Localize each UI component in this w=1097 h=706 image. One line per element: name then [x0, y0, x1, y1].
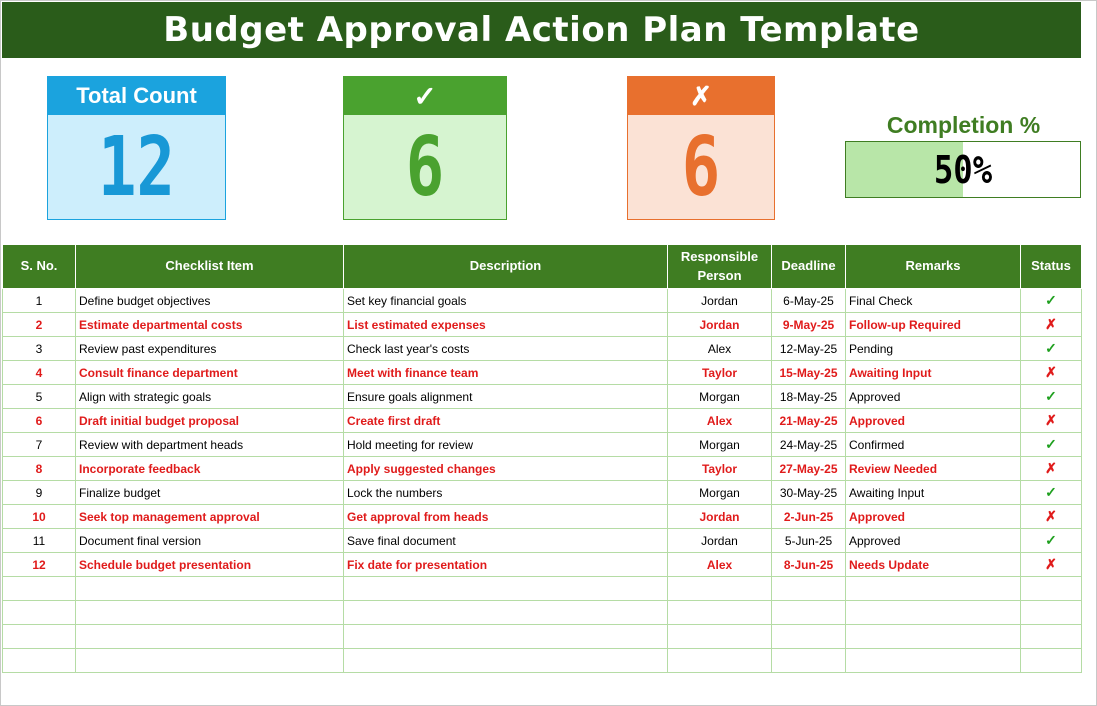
cell-sno[interactable]: 5 — [3, 385, 76, 409]
status-check-icon[interactable]: ✓ — [1021, 385, 1082, 409]
cell-description[interactable]: Hold meeting for review — [344, 433, 668, 457]
status-check-icon[interactable]: ✓ — [1021, 289, 1082, 313]
empty-cell[interactable] — [1021, 577, 1082, 601]
empty-table-row — [3, 649, 1082, 673]
total-count-card — [47, 76, 226, 220]
status-cross-icon[interactable]: ✗ — [1021, 553, 1082, 577]
empty-table-row — [3, 625, 1082, 649]
cell-sno[interactable]: 4 — [3, 361, 76, 385]
cell-checklist-item[interactable]: Draft initial budget proposal — [76, 409, 344, 433]
total-count-label: Total Count — [48, 77, 225, 115]
cell-sno[interactable]: 9 — [3, 481, 76, 505]
cell-description[interactable]: List estimated expenses — [344, 313, 668, 337]
status-cross-icon[interactable]: ✗ — [1021, 409, 1082, 433]
cell-deadline[interactable]: 15-May-25 — [772, 361, 846, 385]
header-description[interactable]: Description — [344, 245, 668, 289]
header-responsible-person[interactable]: Responsible Person — [668, 245, 772, 289]
header-remarks[interactable]: Remarks — [846, 245, 1021, 289]
empty-cell[interactable] — [846, 649, 1021, 673]
cell-deadline[interactable]: 6-May-25 — [772, 289, 846, 313]
cell-deadline[interactable]: 21-May-25 — [772, 409, 846, 433]
table-row — [3, 313, 1082, 337]
cell-remarks[interactable]: Pending — [846, 337, 1021, 361]
empty-cell[interactable] — [344, 601, 668, 625]
completion-label: Completion % — [886, 112, 1041, 138]
cell-checklist-item[interactable]: Define budget objectives — [76, 289, 344, 313]
cell-deadline[interactable]: 27-May-25 — [772, 457, 846, 481]
header-checklist-item[interactable]: Checklist Item — [76, 245, 344, 289]
empty-cell[interactable] — [846, 625, 1021, 649]
cell-remarks[interactable]: Approved — [846, 505, 1021, 529]
cell-sno[interactable]: 1 — [3, 289, 76, 313]
empty-cell[interactable] — [846, 577, 1021, 601]
empty-cell[interactable] — [76, 625, 344, 649]
cell-description[interactable]: Fix date for presentation — [344, 553, 668, 577]
cell-deadline[interactable]: 12-May-25 — [772, 337, 846, 361]
cell-deadline[interactable]: 18-May-25 — [772, 385, 846, 409]
status-cross-icon[interactable]: ✗ — [1021, 313, 1082, 337]
table-row — [3, 361, 1082, 385]
cell-checklist-item[interactable]: Consult finance department — [76, 361, 344, 385]
cell-description[interactable]: Lock the numbers — [344, 481, 668, 505]
cell-sno[interactable]: 10 — [3, 505, 76, 529]
cell-description[interactable]: Create first draft — [344, 409, 668, 433]
empty-table-row — [3, 601, 1082, 625]
cell-responsible-person[interactable]: Morgan — [668, 433, 772, 457]
cell-deadline[interactable]: 2-Jun-25 — [772, 505, 846, 529]
cell-sno[interactable]: 3 — [3, 337, 76, 361]
cell-deadline[interactable]: 9-May-25 — [772, 313, 846, 337]
total-count-value: 12 — [97, 119, 176, 215]
cell-responsible-person[interactable]: Jordan — [668, 529, 772, 553]
completion-progress-bar — [845, 141, 1081, 198]
cell-sno[interactable]: 7 — [3, 433, 76, 457]
cell-deadline[interactable]: 5-Jun-25 — [772, 529, 846, 553]
cell-description[interactable]: Apply suggested changes — [344, 457, 668, 481]
empty-cell[interactable] — [3, 649, 76, 673]
cell-description[interactable]: Check last year's costs — [344, 337, 668, 361]
empty-cell[interactable] — [668, 601, 772, 625]
check-icon: ✓ — [344, 77, 506, 115]
cell-checklist-item[interactable]: Document final version — [76, 529, 344, 553]
status-check-icon[interactable]: ✓ — [1021, 481, 1082, 505]
cell-checklist-item[interactable]: Estimate departmental costs — [76, 313, 344, 337]
empty-cell[interactable] — [3, 577, 76, 601]
checklist-table — [2, 245, 1082, 673]
cell-checklist-item[interactable]: Review with department heads — [76, 433, 344, 457]
empty-cell[interactable] — [668, 625, 772, 649]
table-row — [3, 337, 1082, 361]
table-row — [3, 385, 1082, 409]
status-check-icon[interactable]: ✓ — [1021, 433, 1082, 457]
cell-sno[interactable]: 2 — [3, 313, 76, 337]
empty-cell[interactable] — [668, 577, 772, 601]
cell-checklist-item[interactable]: Incorporate feedback — [76, 457, 344, 481]
cell-sno[interactable]: 6 — [3, 409, 76, 433]
cell-remarks[interactable]: Confirmed — [846, 433, 1021, 457]
table-row — [3, 289, 1082, 313]
cell-responsible-person[interactable]: Alex — [668, 409, 772, 433]
cell-remarks[interactable]: Review Needed — [846, 457, 1021, 481]
completion-percent: 50% — [933, 147, 993, 192]
cell-description[interactable]: Ensure goals alignment — [344, 385, 668, 409]
table-row — [3, 457, 1082, 481]
empty-cell[interactable] — [772, 577, 846, 601]
cell-responsible-person[interactable]: Alex — [668, 337, 772, 361]
table-row — [3, 409, 1082, 433]
header-deadline[interactable]: Deadline — [772, 245, 846, 289]
cell-responsible-person[interactable]: Jordan — [668, 289, 772, 313]
empty-cell[interactable] — [344, 577, 668, 601]
cell-description[interactable]: Get approval from heads — [344, 505, 668, 529]
cell-checklist-item[interactable]: Seek top management approval — [76, 505, 344, 529]
header-sno[interactable]: S. No. — [3, 245, 76, 289]
page-title: Budget Approval Action Plan Template — [2, 2, 1081, 58]
empty-cell[interactable] — [344, 649, 668, 673]
empty-cell[interactable] — [1021, 649, 1082, 673]
cell-description[interactable]: Meet with finance team — [344, 361, 668, 385]
cell-checklist-item[interactable]: Review past expenditures — [76, 337, 344, 361]
header-status[interactable]: Status — [1021, 245, 1082, 289]
cell-description[interactable]: Save final document — [344, 529, 668, 553]
empty-table-row — [3, 577, 1082, 601]
status-check-icon[interactable]: ✓ — [1021, 337, 1082, 361]
empty-cell[interactable] — [1021, 625, 1082, 649]
empty-cell[interactable] — [772, 649, 846, 673]
empty-cell[interactable] — [76, 649, 344, 673]
cell-responsible-person[interactable]: Morgan — [668, 385, 772, 409]
empty-cell[interactable] — [3, 601, 76, 625]
completed-count-card — [343, 76, 507, 220]
empty-cell[interactable] — [846, 601, 1021, 625]
status-cross-icon[interactable]: ✗ — [1021, 505, 1082, 529]
cell-remarks[interactable]: Needs Update — [846, 553, 1021, 577]
table-row — [3, 505, 1082, 529]
cell-responsible-person[interactable]: Alex — [668, 553, 772, 577]
cell-responsible-person[interactable]: Morgan — [668, 481, 772, 505]
cell-deadline[interactable]: 8-Jun-25 — [772, 553, 846, 577]
cell-checklist-item[interactable]: Finalize budget — [76, 481, 344, 505]
cell-checklist-item[interactable]: Align with strategic goals — [76, 385, 344, 409]
status-cross-icon[interactable]: ✗ — [1021, 361, 1082, 385]
completed-count-value: 6 — [405, 119, 445, 215]
cell-deadline[interactable]: 24-May-25 — [772, 433, 846, 457]
table-row — [3, 529, 1082, 553]
table-header-row — [3, 245, 1082, 289]
cell-remarks[interactable]: Follow-up Required — [846, 313, 1021, 337]
empty-cell[interactable] — [76, 577, 344, 601]
table-row — [3, 481, 1082, 505]
empty-cell[interactable] — [344, 625, 668, 649]
cell-responsible-person[interactable]: Jordan — [668, 313, 772, 337]
status-cross-icon[interactable]: ✗ — [1021, 457, 1082, 481]
cell-remarks[interactable]: Approved — [846, 409, 1021, 433]
pending-count-card — [627, 76, 775, 220]
cell-deadline[interactable]: 30-May-25 — [772, 481, 846, 505]
empty-cell[interactable] — [1021, 601, 1082, 625]
cross-icon: ✗ — [628, 77, 774, 115]
cell-responsible-person[interactable]: Jordan — [668, 505, 772, 529]
cell-sno[interactable]: 11 — [3, 529, 76, 553]
cell-sno[interactable]: 8 — [3, 457, 76, 481]
empty-cell[interactable] — [3, 625, 76, 649]
cell-description[interactable]: Set key financial goals — [344, 289, 668, 313]
pending-count-value: 6 — [681, 119, 721, 215]
empty-cell[interactable] — [772, 625, 846, 649]
cell-sno[interactable]: 12 — [3, 553, 76, 577]
cell-remarks[interactable]: Awaiting Input — [846, 361, 1021, 385]
table-row — [3, 553, 1082, 577]
cell-responsible-person[interactable]: Taylor — [668, 457, 772, 481]
empty-cell[interactable] — [772, 601, 846, 625]
table-row — [3, 433, 1082, 457]
cell-remarks[interactable]: Approved — [846, 529, 1021, 553]
empty-cell[interactable] — [76, 601, 344, 625]
cell-responsible-person[interactable]: Taylor — [668, 361, 772, 385]
status-check-icon[interactable]: ✓ — [1021, 529, 1082, 553]
cell-remarks[interactable]: Final Check — [846, 289, 1021, 313]
cell-remarks[interactable]: Awaiting Input — [846, 481, 1021, 505]
cell-remarks[interactable]: Approved — [846, 385, 1021, 409]
cell-checklist-item[interactable]: Schedule budget presentation — [76, 553, 344, 577]
empty-cell[interactable] — [668, 649, 772, 673]
